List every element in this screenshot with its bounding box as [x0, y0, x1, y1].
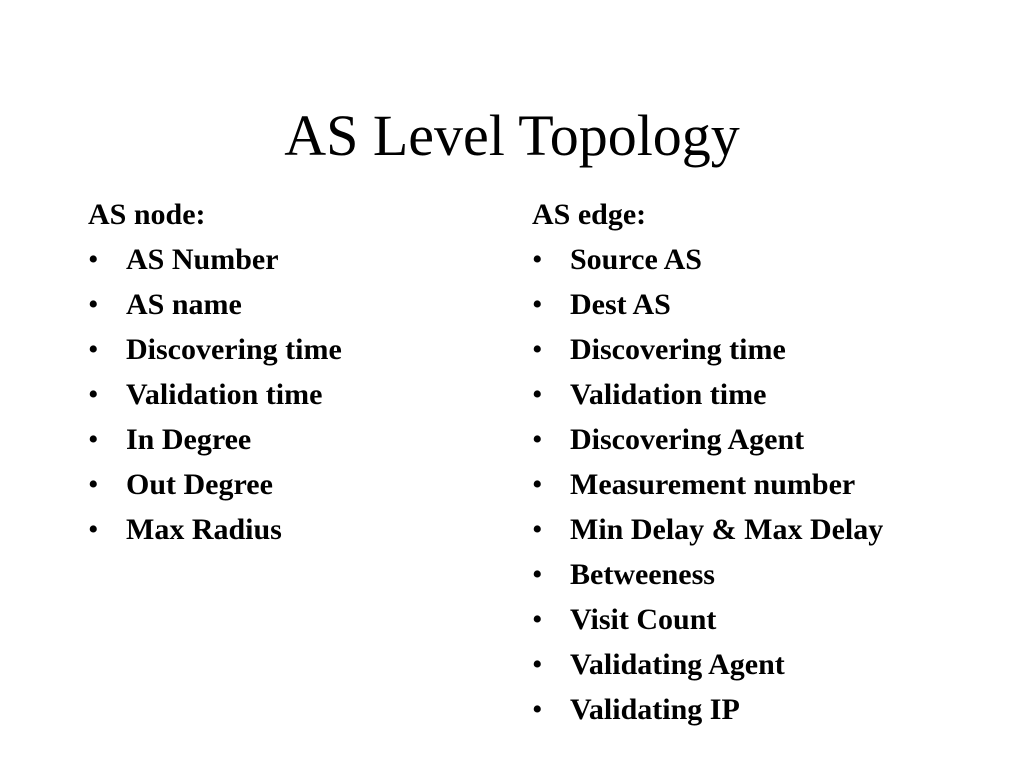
list-item-label: Validation time — [126, 378, 323, 411]
list-item — [532, 507, 1012, 552]
list-item-label: AS name — [126, 288, 242, 321]
bullet-icon: • — [532, 243, 543, 276]
list-item — [88, 282, 508, 327]
list-item — [532, 372, 1012, 417]
list-item — [532, 687, 1012, 732]
list-item-label: Betweeness — [570, 558, 715, 591]
list-item — [88, 462, 508, 507]
list-item — [532, 642, 1012, 687]
as-edge-column — [532, 192, 1012, 732]
as-edge-heading: AS edge: — [532, 198, 647, 231]
list-item — [88, 372, 508, 417]
bullet-icon: • — [88, 468, 99, 501]
bullet-icon: • — [532, 693, 543, 726]
bullet-icon: • — [88, 378, 99, 411]
list-item — [88, 237, 508, 282]
list-item — [532, 597, 1012, 642]
bullet-icon: • — [88, 513, 99, 546]
as-node-heading: AS node: — [88, 198, 206, 231]
bullet-icon: • — [532, 468, 543, 501]
list-item — [532, 237, 1012, 282]
bullet-icon: • — [532, 648, 543, 681]
list-item-label: Validation time — [570, 378, 767, 411]
bullet-icon: • — [88, 243, 99, 276]
bullet-icon: • — [88, 333, 99, 366]
list-item-label: Validating IP — [570, 693, 740, 726]
list-item-label: Discovering time — [570, 333, 786, 366]
as-node-list — [88, 237, 508, 552]
list-item — [88, 417, 508, 462]
bullet-icon: • — [532, 333, 543, 366]
list-item — [532, 417, 1012, 462]
bullet-icon: • — [88, 288, 99, 321]
list-item-label: Discovering Agent — [570, 423, 805, 456]
list-item-label: Source AS — [570, 243, 702, 276]
bullet-icon: • — [532, 378, 543, 411]
list-item — [88, 507, 508, 552]
bullet-icon: • — [532, 288, 543, 321]
as-edge-list — [532, 237, 1012, 732]
list-item — [532, 462, 1012, 507]
bullet-icon: • — [532, 513, 543, 546]
list-item — [88, 327, 508, 372]
as-node-column — [88, 192, 508, 552]
list-item-label: Out Degree — [126, 468, 273, 501]
list-item — [532, 552, 1012, 597]
list-item — [532, 282, 1012, 327]
slide-title: AS Level Topology — [284, 103, 740, 168]
list-item-label: Visit Count — [570, 603, 717, 636]
bullet-icon: • — [532, 423, 543, 456]
list-item-label: Validating Agent — [570, 648, 785, 681]
list-item-label: Max Radius — [126, 513, 282, 546]
list-item-label: AS Number — [126, 243, 279, 276]
list-item-label: Discovering time — [126, 333, 342, 366]
bullet-icon: • — [88, 423, 99, 456]
list-item-label: Dest AS — [570, 288, 671, 321]
list-item-label: Measurement number — [570, 468, 856, 501]
list-item-label: In Degree — [126, 423, 252, 456]
bullet-icon: • — [532, 603, 543, 636]
list-item-label: Min Delay & Max Delay — [570, 513, 884, 546]
list-item — [532, 327, 1012, 372]
bullet-icon: • — [532, 558, 543, 591]
